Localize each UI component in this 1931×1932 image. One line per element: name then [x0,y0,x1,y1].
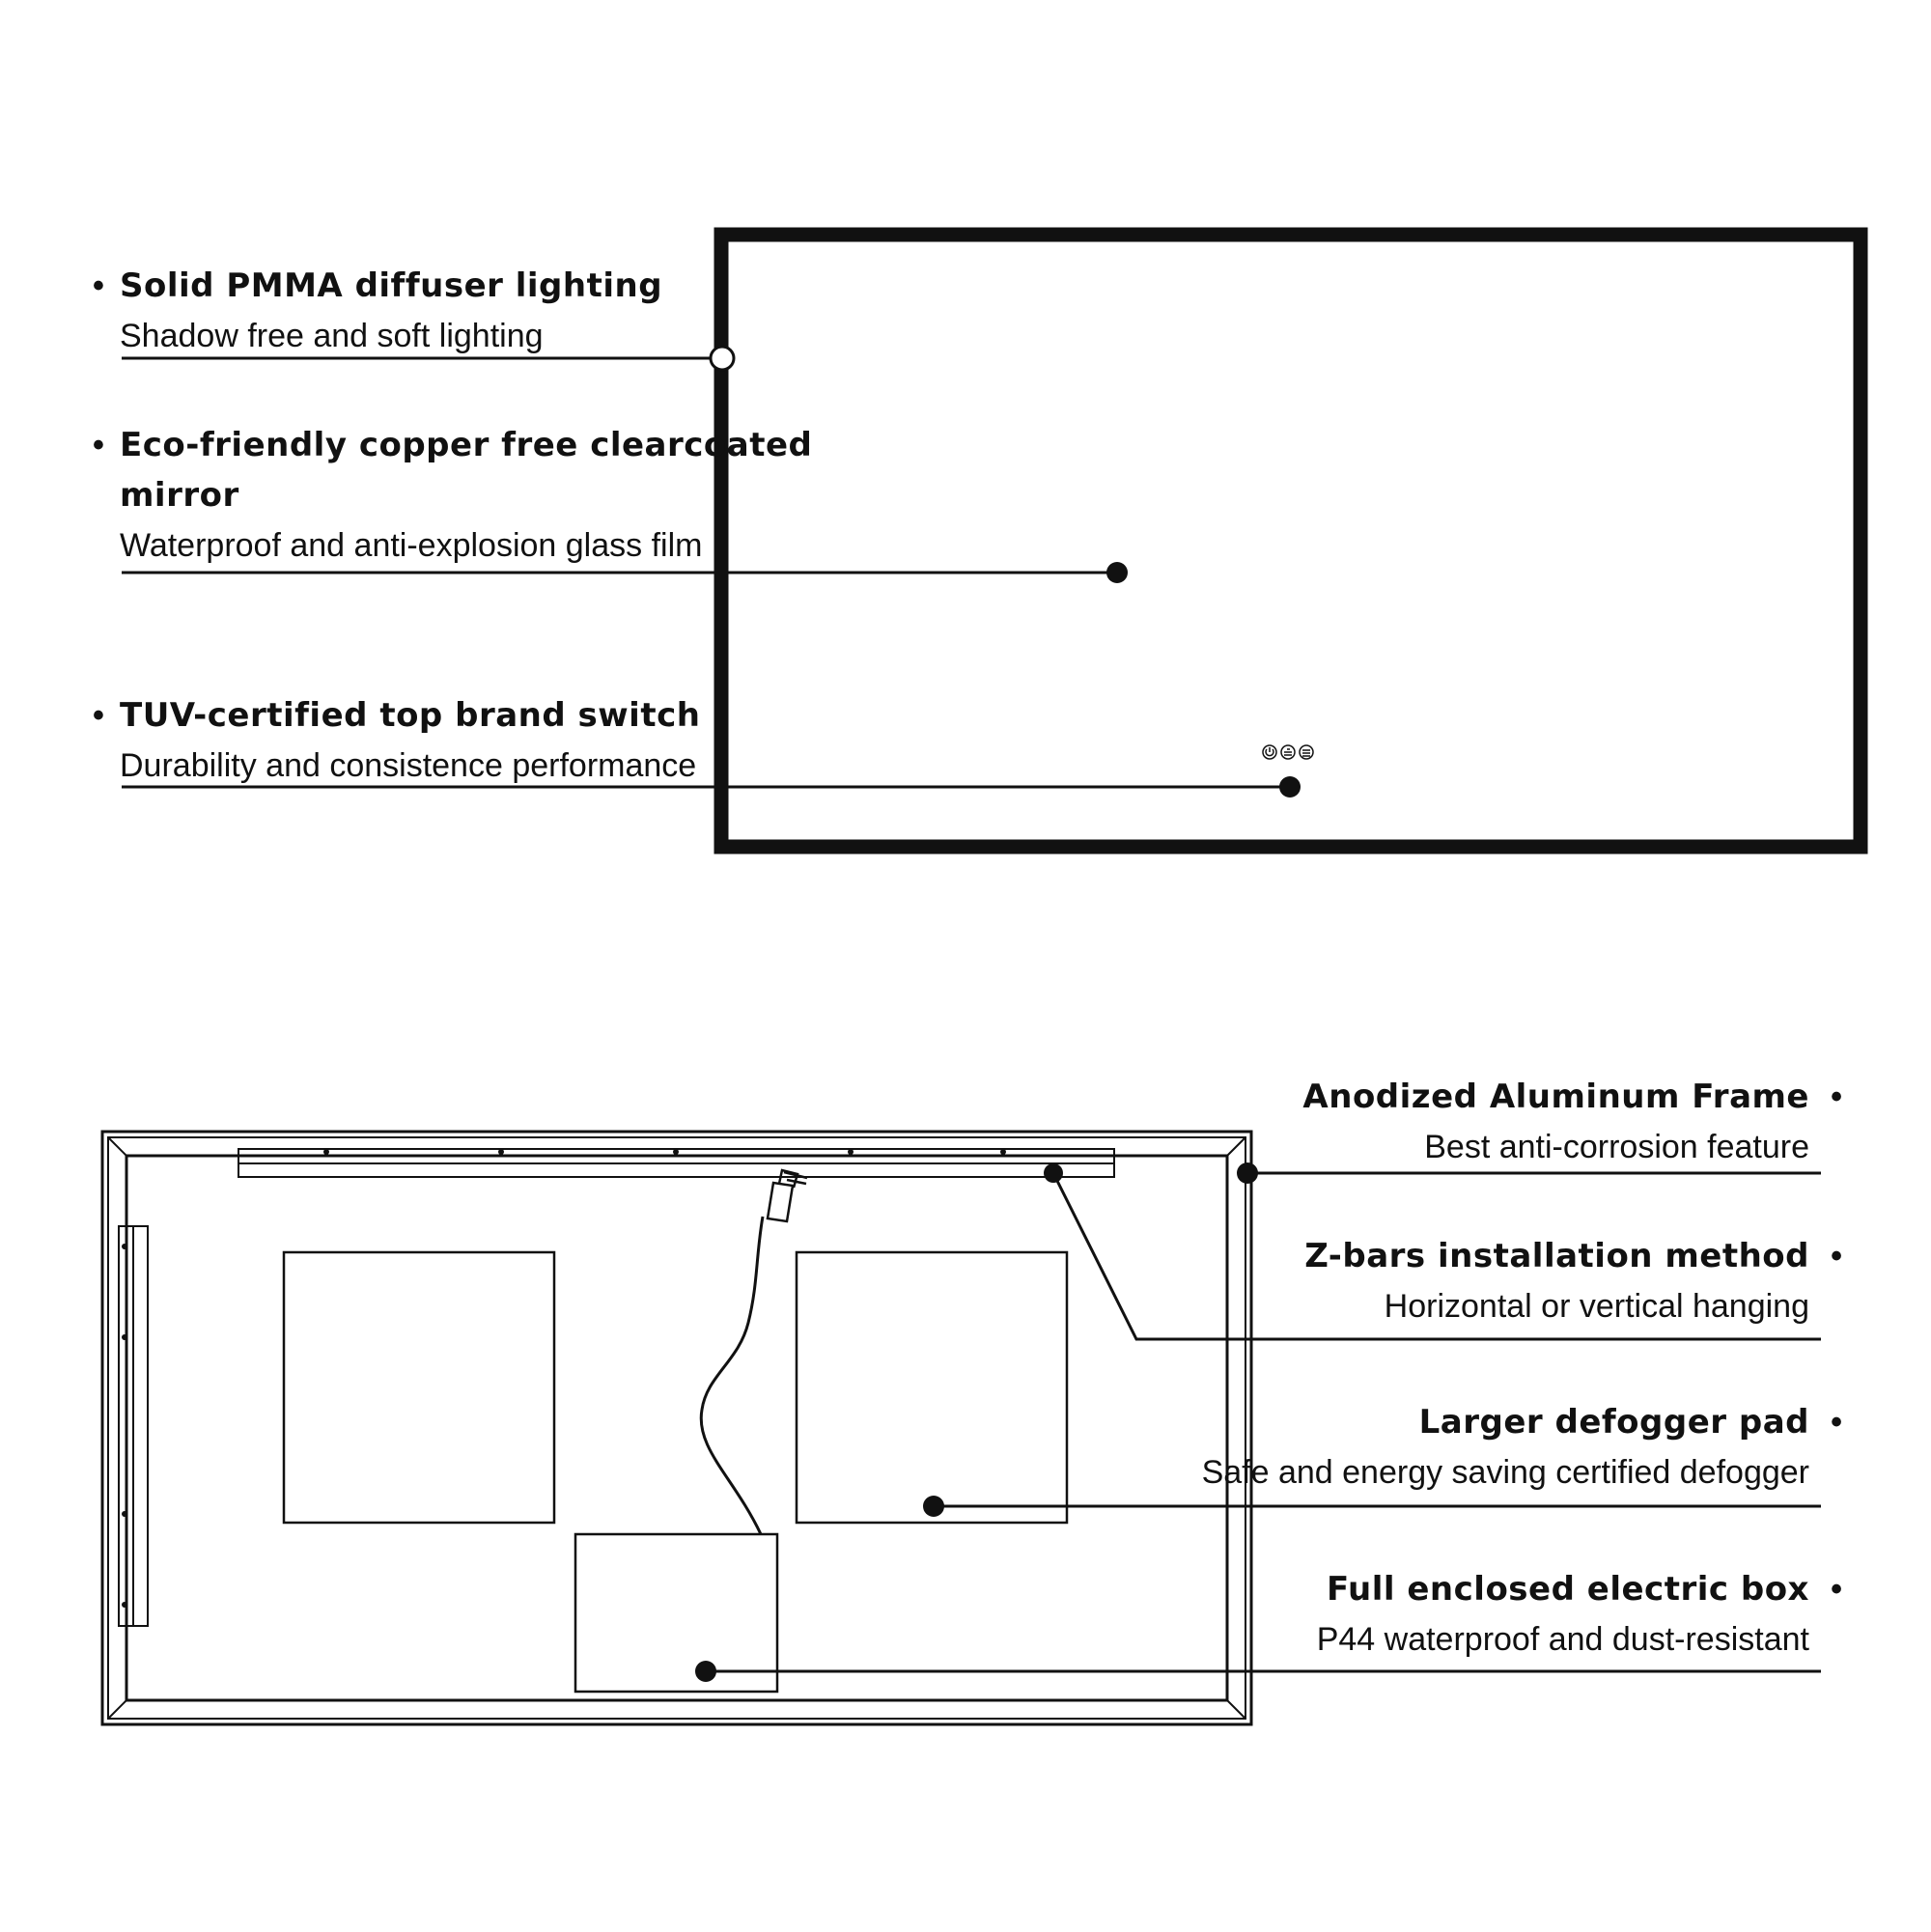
defogger-pad-right [797,1252,1067,1523]
feature-aluminum-frame [1302,1072,1842,1172]
feature-title-line-2: mirror [120,476,239,515]
frame-corner-bevels [108,1137,1245,1719]
feature-description: Shadow free and soft lighting [120,318,544,354]
power-icon [1263,745,1276,759]
back-frame-inner [126,1156,1227,1700]
bullet-icon: • [1831,1078,1842,1115]
feature-defogger-pad [1201,1397,1842,1498]
pointer-open-dot [711,347,734,370]
feature-description: Safe and energy saving certified defogger [1201,1454,1809,1491]
feature-title: Larger defogger pad [1418,1403,1809,1442]
pointer-dot-electric-box [695,1661,716,1682]
back-frame-outer [102,1132,1251,1724]
feature-tuv-switch [93,690,701,791]
dimmer-icon [1281,745,1295,759]
bullet-icon: • [1831,1571,1842,1608]
pointer-dot-switch [1279,776,1301,798]
defogger-pad-left [284,1252,554,1523]
feature-electric-box [1316,1564,1842,1665]
electric-box [575,1534,777,1692]
bullet-icon: • [93,267,104,304]
touch-switch-icons [1263,745,1313,759]
feature-description: P44 waterproof and dust-resistant [1316,1621,1809,1658]
feature-title: Full enclosed electric box [1326,1570,1809,1609]
back-frame-middle [108,1137,1245,1719]
defogger-icon [1300,745,1313,759]
power-cord [701,1217,763,1534]
feature-title: Solid PMMA diffuser lighting [120,266,663,305]
feature-description: Best anti-corrosion feature [1424,1129,1809,1165]
pointer-dot-mirror [1106,562,1128,583]
bullet-icon: • [93,697,104,734]
feature-description: Durability and consistence performance [120,747,697,784]
pointer-dot-defogger [923,1496,944,1517]
feature-description: Waterproof and anti-explosion glass film [120,527,703,564]
bullet-icon: • [1831,1238,1842,1274]
feature-title: TUV-certified top brand switch [120,696,701,735]
pointer-dot-zbar [1044,1163,1063,1183]
feature-description: Horizontal or vertical hanging [1384,1288,1809,1325]
feature-title: Z-bars installation method [1304,1237,1809,1275]
feature-z-bars [1304,1231,1842,1331]
feature-pmma-lighting [93,261,663,361]
pointer-dot-frame [1237,1162,1258,1184]
bullet-icon: • [1831,1404,1842,1441]
feature-title: Anodized Aluminum Frame [1302,1078,1809,1116]
bullet-icon: • [93,427,104,463]
feature-title-line-1: Eco-friendly copper free clearcoated [120,426,813,464]
bottom-pointer-dots [695,1162,1258,1682]
feature-eco-mirror [93,420,813,571]
